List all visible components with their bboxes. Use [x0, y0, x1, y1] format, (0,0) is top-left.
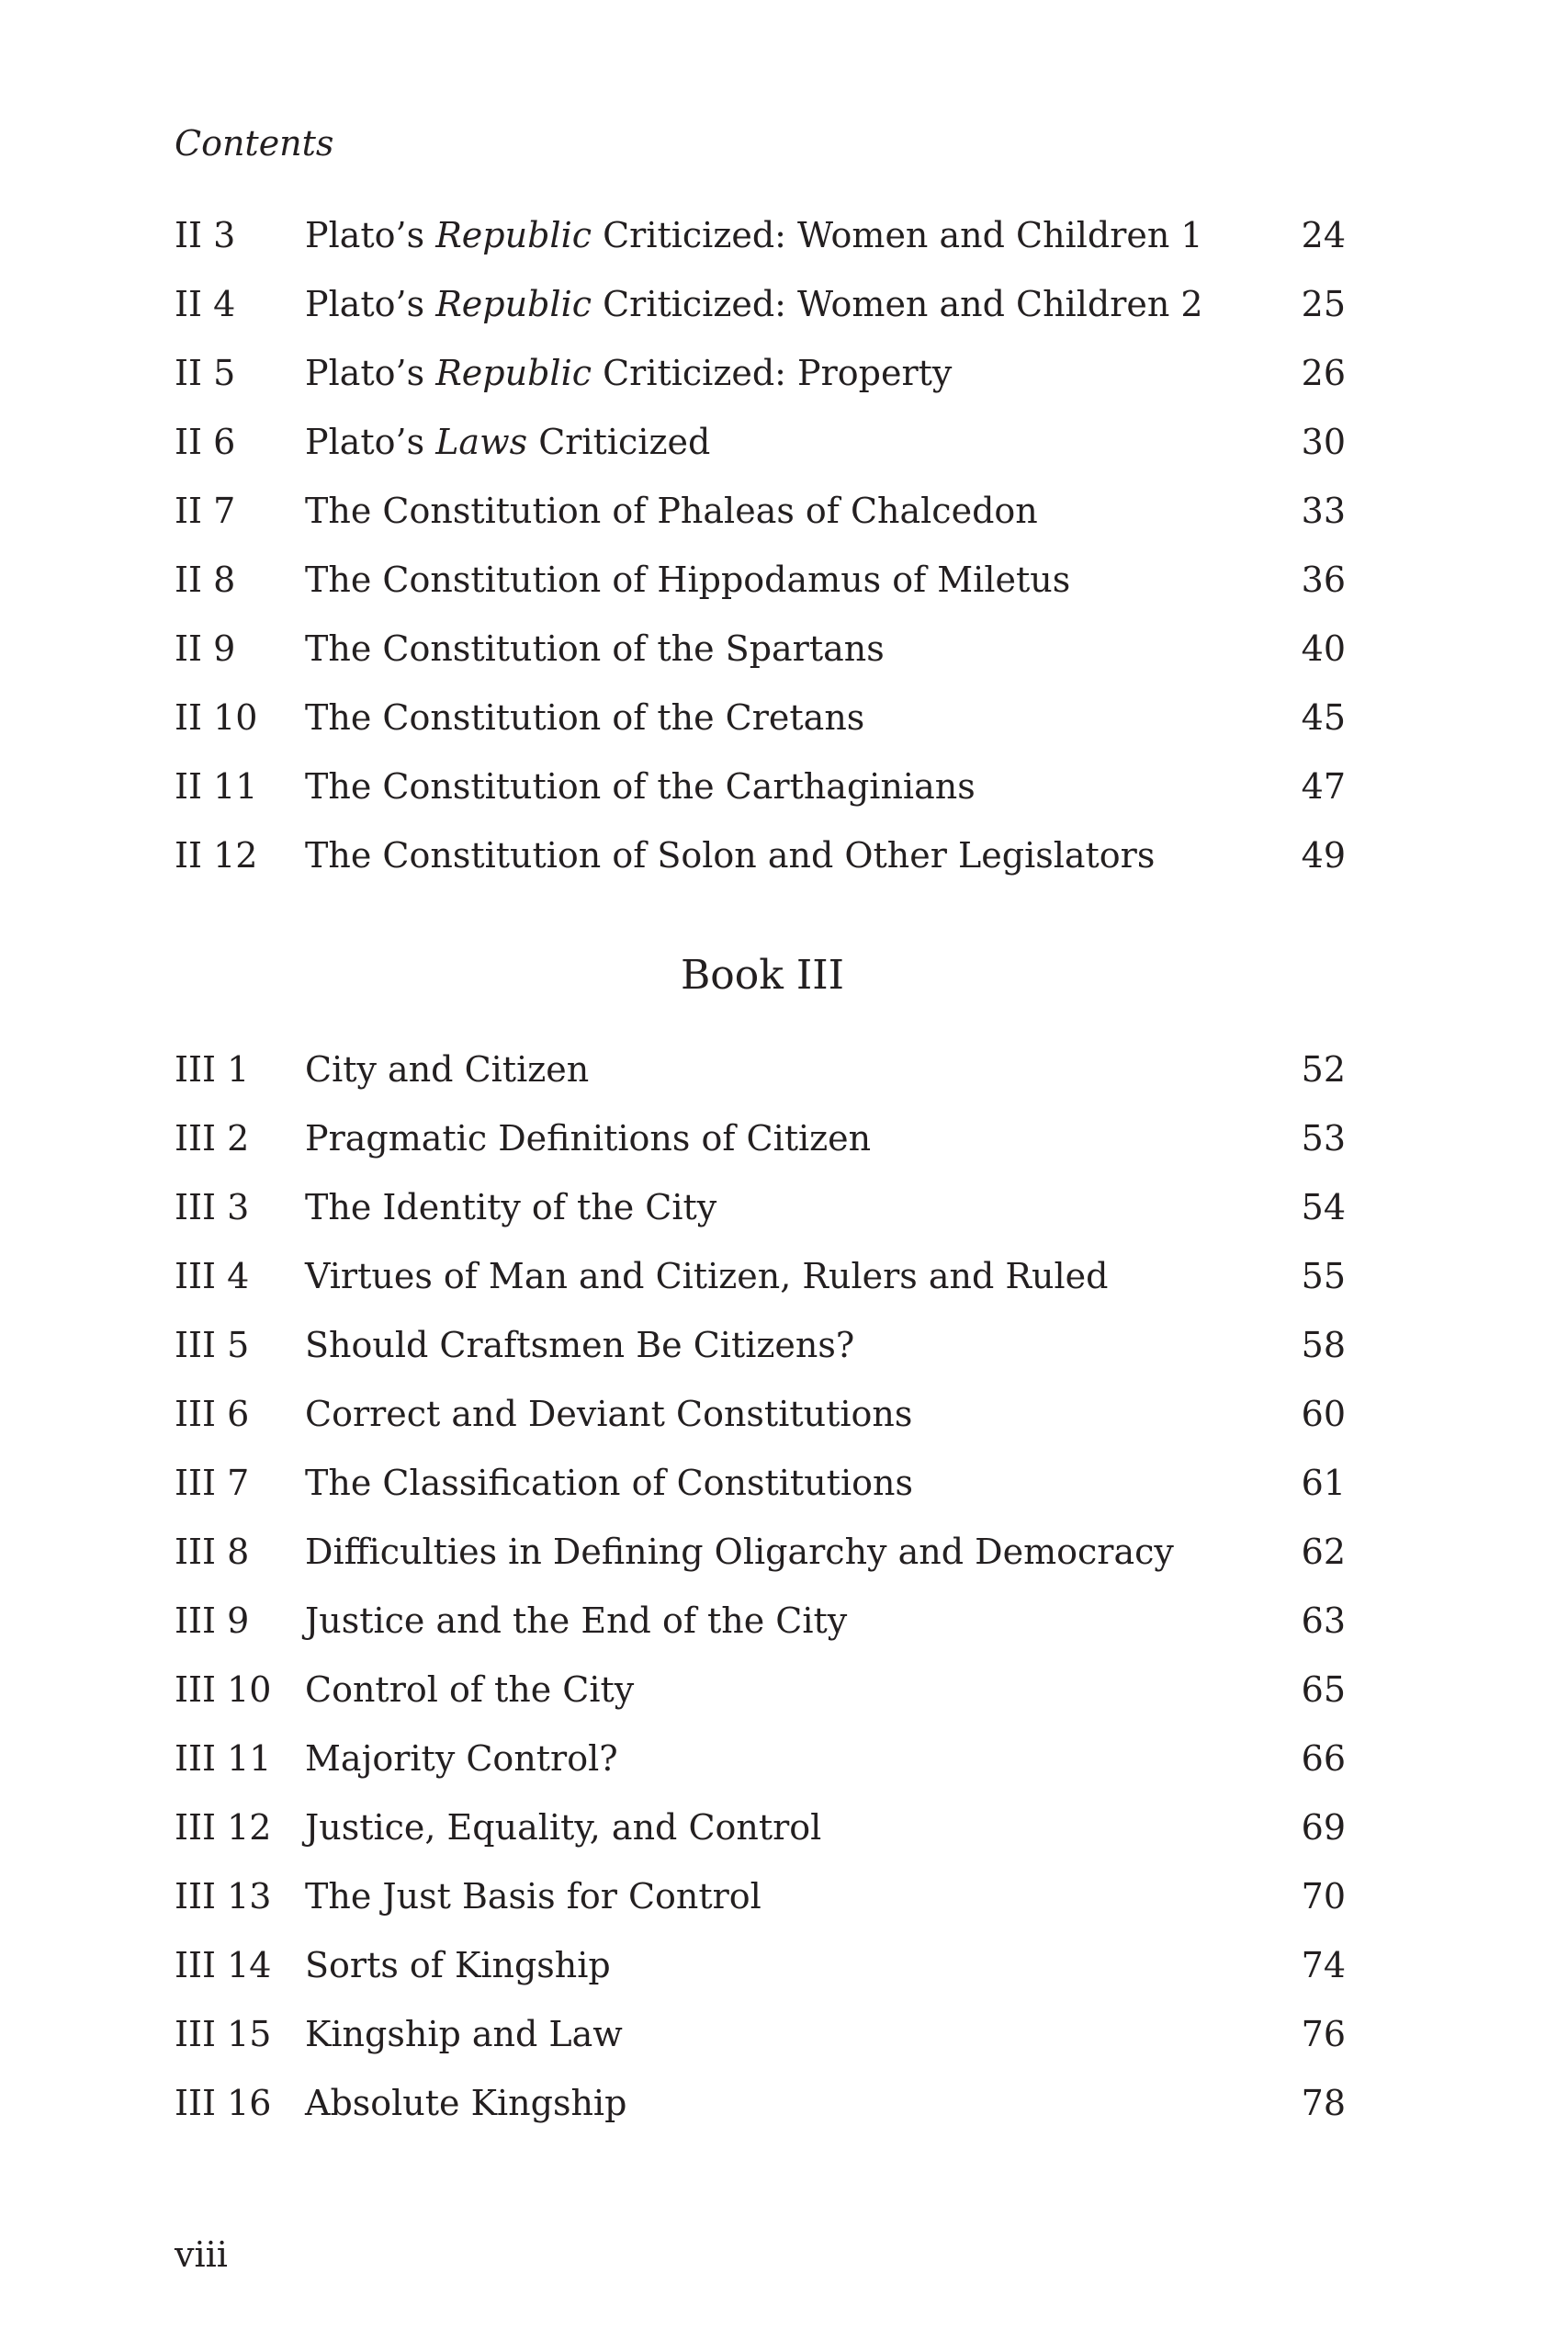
entry-number: III 3	[175, 1187, 250, 1227]
toc-entry[interactable]	[175, 1457, 1346, 1509]
entry-page-number: 40	[1301, 628, 1346, 669]
entry-page-number: 49	[1301, 835, 1346, 876]
entry-title: Kingship and Law	[305, 2014, 623, 2054]
entry-number: II 4	[175, 284, 236, 324]
entry-page-number: 47	[1301, 766, 1346, 807]
entry-page-number: 62	[1301, 1532, 1346, 1572]
entry-page-number: 45	[1301, 697, 1346, 738]
entry-title: Control of the City	[305, 1669, 635, 1710]
entry-title: The Classification of Constitutions	[305, 1463, 913, 1503]
entry-number: II 6	[175, 422, 236, 462]
toc-entry[interactable]	[175, 2008, 1346, 2060]
entry-page-number: 55	[1301, 1256, 1346, 1296]
entry-page-number: 65	[1301, 1669, 1346, 1710]
toc-entry[interactable]	[175, 1250, 1346, 1302]
entry-number: III 7	[175, 1463, 250, 1503]
entry-title: Justice and the End of the City	[305, 1600, 848, 1641]
entry-title: Justice, Equality, and Control	[305, 1807, 822, 1848]
entry-page-number: 69	[1301, 1807, 1346, 1848]
entry-title: The Constitution of Hippodamus of Miletus	[305, 560, 1071, 600]
entry-title: The Identity of the City	[305, 1187, 717, 1227]
entry-page-number: 24	[1301, 215, 1346, 255]
entry-number: III 1	[175, 1049, 250, 1090]
toc-entry[interactable]	[175, 347, 1346, 399]
toc-entry[interactable]	[175, 761, 1346, 812]
entry-number: II 8	[175, 560, 236, 600]
entry-number: III 15	[175, 2014, 272, 2054]
entry-number: III 10	[175, 1669, 272, 1710]
toc-entry[interactable]	[175, 2077, 1346, 2129]
entry-number: III 5	[175, 1325, 250, 1365]
toc-entry[interactable]	[175, 1871, 1346, 1922]
toc-entry[interactable]	[175, 623, 1346, 674]
entry-title: The Just Basis for Control	[305, 1876, 761, 1917]
entry-number: II 10	[175, 697, 258, 738]
toc-entry[interactable]	[175, 416, 1346, 468]
entry-title: Should Craftsmen Be Citizens?	[305, 1325, 855, 1365]
entry-title: The Constitution of the Spartans	[305, 628, 885, 669]
entry-page-number: 78	[1301, 2083, 1346, 2123]
entry-title: Correct and Deviant Constitutions	[305, 1394, 913, 1434]
entry-page-number: 63	[1301, 1600, 1346, 1641]
toc-entry[interactable]	[175, 1664, 1346, 1715]
toc-entry[interactable]	[175, 1319, 1346, 1371]
entry-number: III 12	[175, 1807, 272, 1848]
entry-title: The Constitution of the Cretans	[305, 697, 865, 738]
toc-entry[interactable]	[175, 554, 1346, 605]
toc-entry[interactable]	[175, 1802, 1346, 1853]
entry-title: Difficulties in Defining Oligarchy and Democracy	[305, 1532, 1174, 1572]
entry-title: Sorts of Kingship	[305, 1945, 611, 1985]
toc-entry[interactable]	[175, 1113, 1346, 1164]
entry-number: III 8	[175, 1532, 250, 1572]
entry-page-number: 70	[1301, 1876, 1346, 1917]
toc-entry[interactable]	[175, 1526, 1346, 1577]
entry-title: Plato’s Republic Criticized: Women and Children 1	[305, 215, 1203, 255]
entry-title: Plato’s Republic Criticized: Women and Children 2	[305, 284, 1203, 324]
entry-title: City and Citizen	[305, 1049, 590, 1090]
entry-page-number: 33	[1301, 491, 1346, 531]
entry-title: Plato’s Republic Criticized: Property	[305, 353, 953, 393]
entry-number: III 4	[175, 1256, 250, 1296]
entry-number: II 5	[175, 353, 236, 393]
entry-number: III 11	[175, 1738, 272, 1779]
entry-number: III 14	[175, 1945, 272, 1985]
toc-entry[interactable]	[175, 1044, 1346, 1095]
toc-entry[interactable]	[175, 830, 1346, 881]
entry-page-number: 26	[1301, 353, 1346, 393]
entry-title: Plato’s Laws Criticized	[305, 422, 711, 462]
entry-number: II 9	[175, 628, 236, 669]
entry-page-number: 66	[1301, 1738, 1346, 1779]
toc-entry[interactable]	[175, 485, 1346, 537]
toc-entry[interactable]	[175, 1733, 1346, 1784]
entry-title: The Constitution of Phaleas of Chalcedon	[305, 491, 1038, 531]
entry-number: III 16	[175, 2083, 272, 2123]
entry-title: Virtues of Man and Citizen, Rulers and Ruled	[305, 1256, 1109, 1296]
entry-page-number: 52	[1301, 1049, 1346, 1090]
entry-page-number: 76	[1301, 2014, 1346, 2054]
page-folio: viii	[175, 2234, 228, 2275]
toc-entry[interactable]	[175, 1388, 1346, 1440]
entry-page-number: 60	[1301, 1394, 1346, 1434]
toc-entry[interactable]	[175, 1595, 1346, 1646]
running-head: Contents	[175, 123, 334, 164]
entry-page-number: 61	[1301, 1463, 1346, 1503]
entry-page-number: 53	[1301, 1118, 1346, 1159]
entry-title: The Constitution of the Carthaginians	[305, 766, 976, 807]
toc-entry[interactable]	[175, 1939, 1346, 1991]
entry-page-number: 58	[1301, 1325, 1346, 1365]
toc-entry[interactable]	[175, 692, 1346, 743]
book-heading: Book III	[680, 952, 845, 999]
entry-number: II 3	[175, 215, 236, 255]
toc-entry[interactable]	[175, 278, 1346, 330]
toc-entry[interactable]	[175, 1182, 1346, 1233]
entry-number: II 7	[175, 491, 236, 531]
entry-page-number: 25	[1301, 284, 1346, 324]
entry-title: Absolute Kingship	[305, 2083, 627, 2123]
entry-title: Pragmatic Definitions of Citizen	[305, 1118, 872, 1159]
entry-page-number: 36	[1301, 560, 1346, 600]
entry-title: Majority Control?	[305, 1738, 618, 1779]
toc-entry[interactable]	[175, 209, 1346, 261]
entry-page-number: 30	[1301, 422, 1346, 462]
entry-number: III 9	[175, 1600, 250, 1641]
entry-number: III 6	[175, 1394, 250, 1434]
entry-page-number: 54	[1301, 1187, 1346, 1227]
entry-number: III 2	[175, 1118, 250, 1159]
entry-number: III 13	[175, 1876, 272, 1917]
entry-number: II 11	[175, 766, 258, 807]
entry-number: II 12	[175, 835, 258, 876]
entry-title: The Constitution of Solon and Other Legislators	[305, 835, 1156, 876]
entry-page-number: 74	[1301, 1945, 1346, 1985]
